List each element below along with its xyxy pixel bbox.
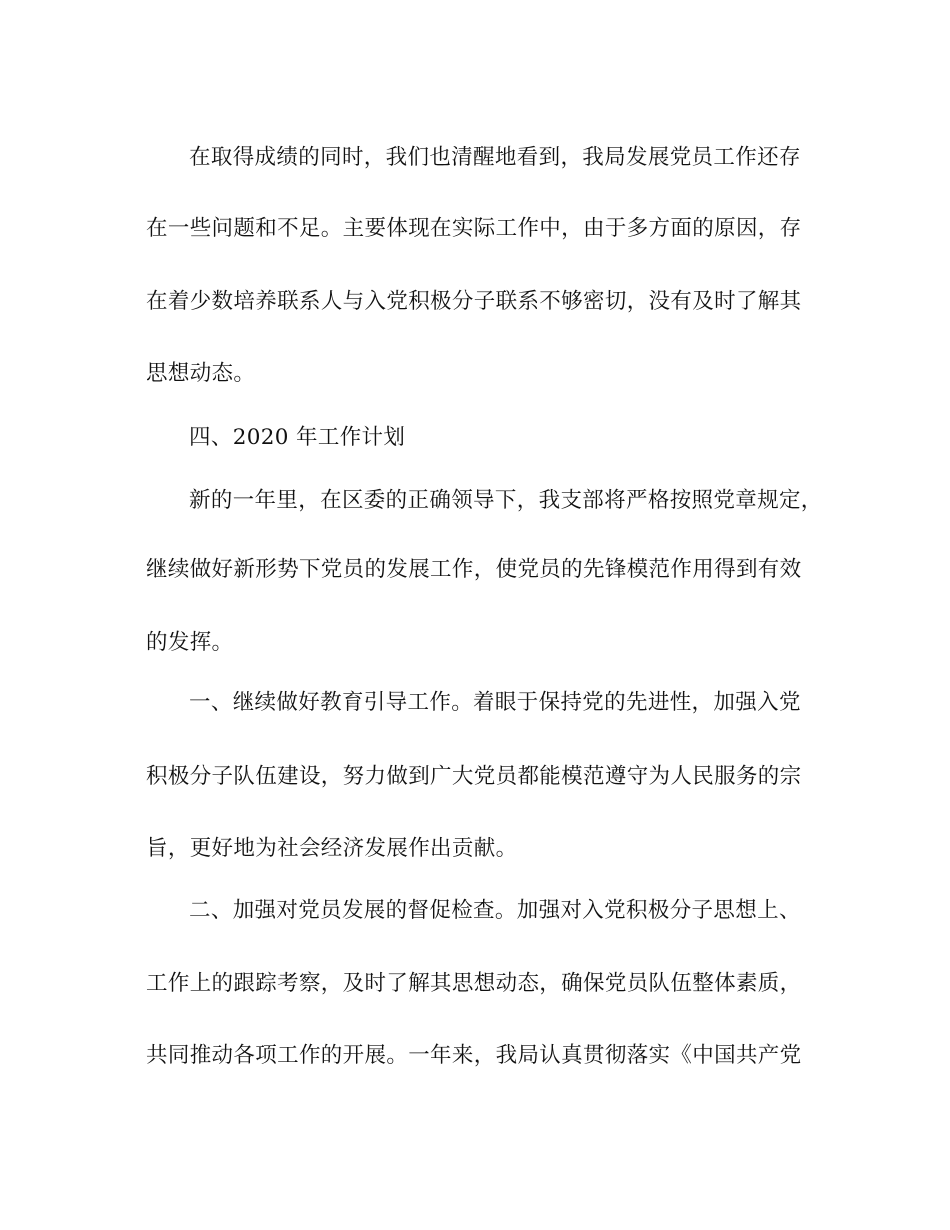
- paragraph-line: 在取得成绩的同时，我们也清醒地看到，我局发展党员工作还存: [189, 145, 801, 170]
- paragraph-line: 一、继续做好教育引导工作。着眼于保持党的先进性，加强入党: [189, 690, 801, 715]
- section-heading: 四、2020 年工作计划: [189, 425, 406, 450]
- paragraph-line: 继续做好新形势下党员的发展工作，使党员的先锋模范作用得到有效: [146, 557, 802, 582]
- paragraph-line: 的发挥。: [146, 630, 234, 655]
- paragraph-line: 积极分子队伍建设，努力做到广大党员都能模范遵守为人民服务的宗: [146, 764, 802, 789]
- paragraph-line: 旨，更好地为社会经济发展作出贡献。: [146, 836, 518, 861]
- paragraph-line: 新的一年里，在区委的正确领导下，我支部将严格按照党章规定，: [189, 488, 823, 513]
- paragraph-line: 在着少数培养联系人与入党积极分子联系不够密切，没有及时了解其: [146, 289, 802, 314]
- paragraph-line: 思想动态。: [146, 361, 256, 386]
- paragraph-line: 在一些问题和不足。主要体现在实际工作中，由于多方面的原因，存: [146, 216, 802, 241]
- paragraph-line: 二、加强对党员发展的督促检查。加强对入党积极分子思想上、: [189, 898, 801, 923]
- paragraph-line: 工作上的跟踪考察，及时了解其思想动态，确保党员队伍整体素质，: [146, 971, 802, 996]
- paragraph-line: 共同推动各项工作的开展。一年来，我局认真贯彻落实《中国共产党: [146, 1043, 802, 1068]
